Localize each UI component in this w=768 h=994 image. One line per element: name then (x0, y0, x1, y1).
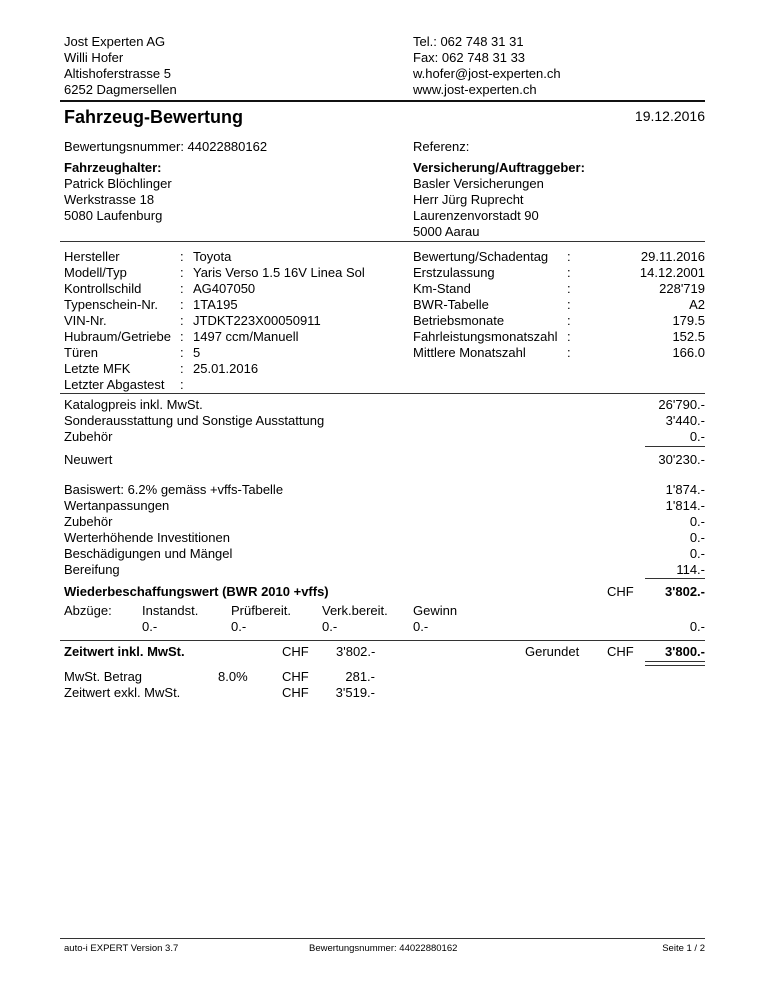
company-phone: Tel.: 062 748 31 31 (413, 34, 524, 49)
zeitwert-exkl-label: Zeitwert exkl. MwSt. (64, 685, 181, 700)
catalog-labels (64, 397, 324, 445)
assessment-colons (567, 249, 571, 361)
adjustment-value: 0.- (689, 530, 705, 545)
mwst-values (320, 669, 375, 701)
colon: : (567, 329, 571, 344)
adjustment-values (666, 482, 705, 578)
header-divider (60, 100, 705, 102)
zeitwert-exkl-currency: CHF (282, 685, 309, 700)
gerundet-label: Gerundet (525, 644, 580, 659)
colon: : (567, 265, 571, 280)
abzug-value: 0.- (142, 619, 158, 634)
colon: : (180, 345, 184, 360)
abzug-pruefbereit (231, 603, 291, 635)
adjustment-label: Wertanpassungen (64, 498, 170, 513)
adjustment-value: 114.- (676, 562, 705, 577)
abzug-label: Instandst. (142, 603, 199, 618)
zeitwert-exkl-value: 3'519.- (335, 685, 375, 700)
versicherung-heading: Versicherung/Auftraggeber: (413, 160, 585, 175)
catalog-value: 26'790.- (658, 397, 705, 412)
bewertungsnummer: Bewertungsnummer: 44022880162 (64, 139, 268, 154)
catalog-values (658, 397, 705, 445)
footer-version: auto-i EXPERT Version 3.7 (64, 943, 179, 954)
abzug-instandst (142, 603, 198, 635)
assessment-schadentag: 29.11.2016 (640, 249, 705, 264)
vehicle-vin: JTDKT223X00050911 (193, 313, 321, 328)
adjustment-label: Beschädigungen und Mängel (64, 546, 233, 561)
wbw-value: 3'802.- (665, 584, 705, 599)
vehicle-label: Letzte MFK (64, 361, 131, 376)
vehicle-labels (64, 249, 171, 393)
adjustment-label: Werterhöhende Investitionen (64, 530, 230, 545)
gerundet-value: 3'800.- (665, 644, 705, 659)
versicherung-block (413, 160, 585, 240)
assessment-label: Betriebsmonate (413, 313, 505, 328)
vehicle-label: VIN-Nr. (64, 313, 107, 328)
colon: : (567, 313, 571, 328)
company-email: w.hofer@jost-experten.ch (413, 66, 561, 81)
page-title: Fahrzeug-Bewertung (64, 107, 244, 127)
vehicle-label: Typenschein-Nr. (64, 297, 158, 312)
colon: : (180, 281, 184, 296)
halter-name: Patrick Blöchlinger (64, 176, 172, 191)
halter-block (64, 160, 172, 224)
colon: : (180, 361, 184, 376)
footer-bewertungsnummer: Bewertungsnummer: 44022880162 (309, 943, 458, 954)
colon: : (567, 249, 571, 264)
colon: : (180, 265, 184, 280)
vehicle-kontrollschild: AG407050 (193, 281, 256, 296)
vehicle-mfk: 25.01.2016 (193, 361, 259, 376)
abzug-label: Prüfbereit. (231, 603, 291, 618)
gerundet-currency: CHF (607, 644, 634, 659)
adjustment-label: Basiswert: 6.2% gemäss +vffs-Tabelle (64, 482, 284, 497)
zeitwert-label: Zeitwert inkl. MwSt. (64, 644, 185, 659)
company-contact-person: Willi Hofer (64, 50, 124, 65)
vehicle-label: Modell/Typ (64, 265, 127, 280)
company-contact (413, 34, 561, 98)
mwst-currency: CHF (282, 669, 309, 684)
catalog-label: Katalogpreis inkl. MwSt. (64, 397, 203, 412)
subtotal-line (645, 446, 705, 447)
company-address (64, 34, 177, 98)
assessment-label: Fahrleistungsmonatszahl (413, 329, 558, 344)
catalog-label: Zubehör (64, 429, 113, 444)
assessment-erstzulassung: 14.12.2001 (639, 265, 705, 280)
vehicle-hubraum: 1497 ccm/Manuell (193, 329, 299, 344)
colon: : (180, 313, 184, 328)
assessment-fahrleistung: 152.5 (672, 329, 705, 344)
vehicle-label: Türen (64, 345, 98, 360)
assessment-bwr-tabelle: A2 (689, 297, 705, 312)
vehicle-hersteller: Toyota (193, 249, 232, 264)
halter-city: 5080 Laufenburg (64, 208, 163, 223)
mwst-value: 281.- (345, 669, 375, 684)
neuwert-label: Neuwert (64, 452, 113, 467)
adjustment-value: 1'814.- (665, 498, 705, 513)
company-website: www.jost-experten.ch (413, 82, 537, 97)
adjustment-value: 0.- (689, 514, 705, 529)
abzuege-label: Abzüge: (64, 603, 112, 618)
mwst-labels (64, 669, 180, 701)
colon: : (567, 345, 571, 360)
double-underline (645, 661, 705, 666)
vehicle-abgastest (193, 377, 365, 393)
referenz-label: Referenz: (413, 139, 470, 154)
assessment-label: Erstzulassung (413, 265, 495, 280)
zeitwert-currency: CHF (282, 644, 309, 659)
abzug-value: 0.- (413, 619, 429, 634)
zeitwert-value: 3'802.- (336, 644, 376, 659)
halter-street: Werkstrasse 18 (64, 192, 155, 207)
abzug-value: 0.- (231, 619, 247, 634)
vehicle-label: Letzter Abgastest (64, 377, 165, 392)
colon: : (180, 329, 184, 344)
versicherung-contact: Herr Jürg Ruprecht (413, 192, 524, 207)
colon: : (180, 249, 184, 264)
abzuege-total: 0.- (689, 619, 705, 634)
adjustment-value: 1'874.- (665, 482, 705, 497)
abzug-gewinn (413, 603, 457, 635)
catalog-label: Sonderausstattung und Sonstige Ausstattung (64, 413, 325, 428)
vehicle-label: Hubraum/Getriebe (64, 329, 171, 344)
versicherung-street: Laurenzenvorstadt 90 (413, 208, 539, 223)
colon: : (180, 297, 184, 312)
footer-divider (60, 938, 705, 939)
divider (60, 393, 705, 394)
abzug-label: Gewinn (413, 603, 458, 618)
mwst-rate: 8.0% (218, 669, 248, 684)
company-street: Altishoferstrasse 5 (64, 66, 171, 81)
assessment-label: Mittlere Monatszahl (413, 345, 526, 360)
adjustment-value: 0.- (689, 546, 705, 561)
adjustment-label: Bereifung (64, 562, 120, 577)
footer-page-number: Seite 1 / 2 (662, 943, 705, 954)
assessment-km-stand: 228'719 (659, 281, 705, 296)
vehicle-colons (180, 249, 184, 393)
assessment-values (640, 249, 705, 361)
divider (60, 640, 705, 641)
colon: : (567, 297, 571, 312)
vehicle-label: Hersteller (64, 249, 120, 264)
wbw-currency: CHF (607, 584, 634, 599)
halter-heading: Fahrzeughalter: (64, 160, 162, 175)
abzug-label: Verk.bereit. (322, 603, 388, 618)
company-name: Jost Experten AG (64, 34, 166, 49)
vehicle-modell: Yaris Verso 1.5 16V Linea Sol (193, 265, 365, 280)
assessment-label: Km-Stand (413, 281, 471, 296)
vehicle-values (193, 249, 365, 393)
mwst-label: MwSt. Betrag (64, 669, 143, 684)
colon: : (180, 377, 184, 392)
versicherung-name: Basler Versicherungen (413, 176, 544, 191)
adjustment-label: Zubehör (64, 514, 113, 529)
colon: : (567, 281, 571, 296)
assessment-label: BWR-Tabelle (413, 297, 489, 312)
versicherung-city: 5000 Aarau (413, 224, 480, 239)
assessment-labels (413, 249, 558, 361)
vehicle-tueren: 5 (193, 345, 201, 360)
abzug-verkbereit (322, 603, 388, 635)
assessment-label: Bewertung/Schadentag (413, 249, 549, 264)
catalog-value: 0.- (689, 429, 705, 444)
abzug-value: 0.- (322, 619, 338, 634)
subtotal-line (645, 578, 705, 579)
assessment-mittlere-monatszahl: 166.0 (672, 345, 705, 360)
neuwert-value: 30'230.- (658, 452, 705, 467)
assessment-betriebsmonate: 179.5 (672, 313, 705, 328)
mwst-currencies (282, 669, 309, 701)
adjustment-labels (64, 482, 283, 578)
wbw-label: Wiederbeschaffungswert (BWR 2010 +vffs) (64, 584, 329, 599)
vehicle-typenschein: 1TA195 (193, 297, 238, 312)
report-date: 19.12.2016 (634, 108, 705, 124)
divider (60, 241, 705, 242)
company-city: 6252 Dagmersellen (64, 82, 177, 97)
company-fax: Fax: 062 748 31 33 (413, 50, 526, 65)
vehicle-label: Kontrollschild (64, 281, 142, 296)
catalog-value: 3'440.- (665, 413, 705, 428)
